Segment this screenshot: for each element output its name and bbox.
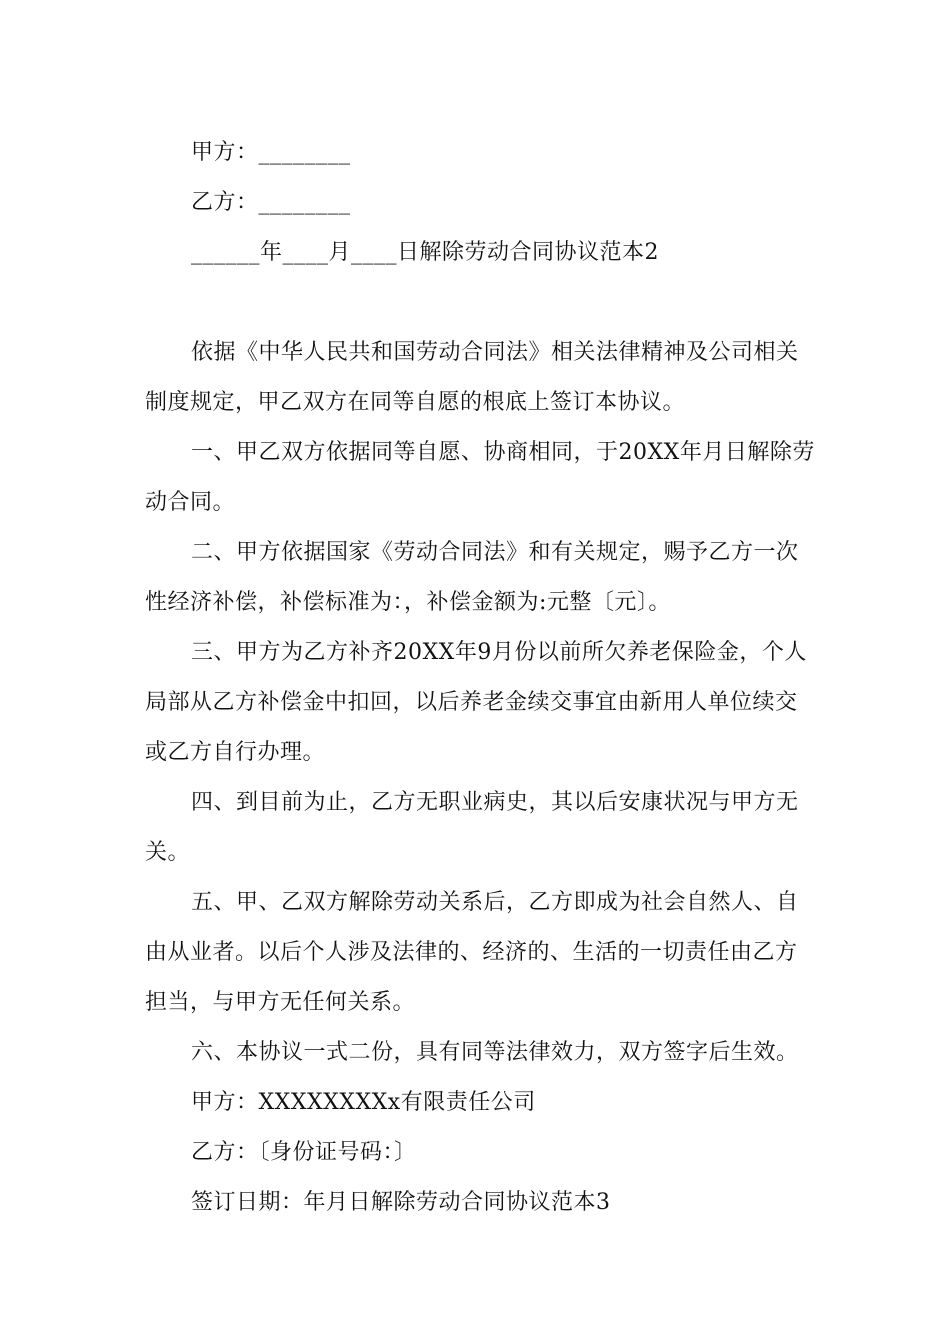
party-b-blank: 乙方：________ [191, 190, 351, 215]
clause-3-line-2: 局部从乙方补偿金中扣回，以后养老金续交事宜由新用人单位续交 [145, 690, 798, 715]
party-a-blank: 甲方：________ [191, 140, 351, 165]
date-and-template-title: ______年____月____日解除劳动合同协议范本2 [191, 240, 659, 265]
clause-3-line-3: 或乙方自行办理。 [145, 740, 326, 765]
clause-2-line-2: 性经济补偿，补偿标准为：，补偿金额为:元整〔元〕。 [145, 590, 671, 615]
clause-4-line-2: 关。 [145, 840, 191, 865]
party-b-id: 乙方：〔身份证号码：〕 [191, 1140, 417, 1165]
clause-6-line-1: 六、本协议一式二份，具有同等法律效力，双方签字后生效。 [191, 1040, 799, 1065]
clause-2-line-1: 二、甲方依据国家《劳动合同法》和有关规定，赐予乙方一次 [191, 540, 799, 565]
paragraph-intro-line-2: 制度规定，甲乙双方在同等自愿的根底上签订本协议。 [145, 390, 686, 415]
clause-3-line-1: 三、甲方为乙方补齐20XX年9月份以前所欠养老保险金，个人 [191, 640, 807, 665]
clause-1-line-1: 一、甲乙双方依据同等自愿、协商相同，于20XX年月日解除劳 [191, 440, 815, 465]
clause-4-line-1: 四、到目前为止，乙方无职业病史，其以后安康状况与甲方无 [191, 790, 799, 815]
party-a-company: 甲方：XXXXXXXXx有限责任公司 [191, 1090, 536, 1115]
clause-5-line-3: 担当，与甲方无任何关系。 [145, 990, 416, 1015]
clause-5-line-1: 五、甲、乙双方解除劳动关系后，乙方即成为社会自然人、自 [191, 890, 799, 915]
clause-5-line-2: 由从业者。以后个人涉及法律的、经济的、生活的一切责任由乙方 [145, 940, 798, 965]
paragraph-intro-line-1: 依据《中华人民共和国劳动合同法》相关法律精神及公司相关 [191, 340, 799, 365]
signing-date-and-next-template: 签订日期：年月日解除劳动合同协议范本3 [191, 1190, 611, 1215]
clause-1-line-2: 动合同。 [145, 490, 236, 515]
